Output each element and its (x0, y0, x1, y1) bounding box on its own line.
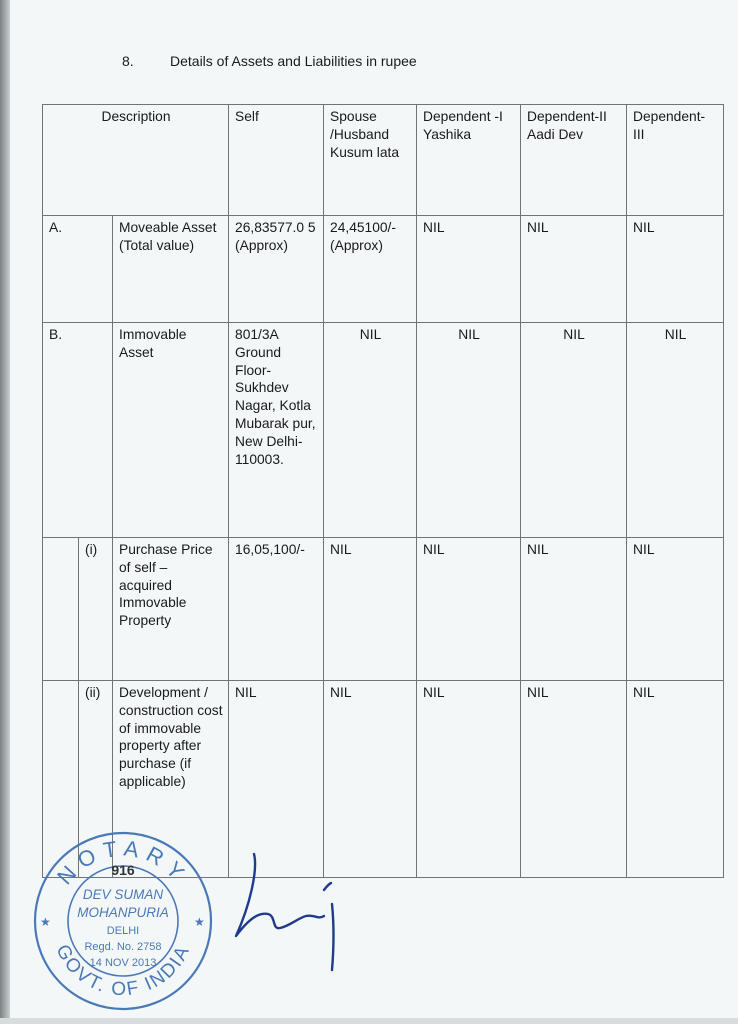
signature-stroke-tail (332, 904, 334, 970)
header-spouse: Spouse /Husband Kusum lata (324, 105, 417, 216)
row-self-value: NIL (229, 681, 324, 878)
row-item: Moveable Asset (Total value) (113, 216, 229, 323)
scan-bottom-edge (0, 1018, 738, 1024)
row-dependent-2-value: NIL (521, 323, 627, 538)
signature-stroke-main (236, 854, 324, 936)
row-item: Immovable Asset (113, 323, 229, 538)
row-spouse-value: NIL (324, 538, 417, 681)
stamp-star-right: ★ (194, 915, 205, 929)
table-header-row (43, 105, 724, 216)
section-number: 8. (122, 53, 134, 69)
stamp-number: 916 (111, 862, 135, 878)
stamp-regd: Regd. No. 2758 (84, 941, 162, 953)
row-self-value: 16,05,100/- (229, 538, 324, 681)
row-dependent-1-value: NIL (417, 323, 521, 538)
section-heading (122, 53, 417, 69)
row-sub-label: (ii) (79, 681, 113, 878)
table-row (43, 216, 724, 323)
row-dependent-2-value: NIL (521, 681, 627, 878)
row-spouse-value: NIL (324, 323, 417, 538)
row-spouse-value: 24,45100/- (Approx) (324, 216, 417, 323)
assets-table (42, 104, 724, 878)
row-self-value: 801/3A Ground Floor- Sukhdev Nagar, Kotla Mubarak pur, New Delhi- 110003. (229, 323, 324, 538)
stamp-name-line2: MOHANPURIA (77, 905, 169, 920)
stamp-bottom-text: GOVT. OF INDIA (51, 941, 195, 1001)
row-dependent-3-value: NIL (627, 216, 724, 323)
row-spouse-value: NIL (324, 681, 417, 878)
row-item: Purchase Price of self – acquired Immovable Property (113, 538, 229, 681)
row-dependent-1-value: NIL (417, 216, 521, 323)
header-dependent-1: Dependent -I Yashika (417, 105, 521, 216)
signature-stroke-dot (324, 883, 331, 890)
row-sub-label: (i) (79, 538, 113, 681)
stamp-date: 14 NOV 2013 (89, 957, 157, 969)
header-self: Self (229, 105, 324, 216)
row-dependent-3-value: NIL (627, 538, 724, 681)
row-label (43, 538, 79, 681)
row-label: B. (43, 323, 113, 538)
row-dependent-1-value: NIL (417, 681, 521, 878)
scan-left-shadow (0, 0, 10, 1024)
row-dependent-3-value: NIL (627, 681, 724, 878)
stamp-star-left: ★ (40, 915, 51, 929)
notary-stamp (30, 828, 216, 1014)
table-row (43, 538, 724, 681)
stamp-city: DELHI (106, 925, 140, 937)
row-dependent-1-value: NIL (417, 538, 521, 681)
header-dependent-2: Dependent-II Aadi Dev (521, 105, 627, 216)
header-dependent-3: Dependent- III (627, 105, 724, 216)
stamp-top-text: NOTARY (52, 835, 194, 890)
row-dependent-3-value: NIL (627, 323, 724, 538)
row-dependent-2-value: NIL (521, 538, 627, 681)
row-label: A. (43, 216, 113, 323)
section-title: Details of Assets and Liabilities in rupee (170, 53, 417, 69)
handwritten-signature (228, 850, 348, 980)
stamp-name-line1: DEV SUMAN (82, 887, 164, 902)
row-self-value: 26,83577.0 5 (Approx) (229, 216, 324, 323)
row-dependent-2-value: NIL (521, 216, 627, 323)
header-description: Description (43, 105, 229, 216)
table-row (43, 323, 724, 538)
row-item: Development / construction cost of immovable property after purchase (if applicable) (113, 681, 229, 878)
